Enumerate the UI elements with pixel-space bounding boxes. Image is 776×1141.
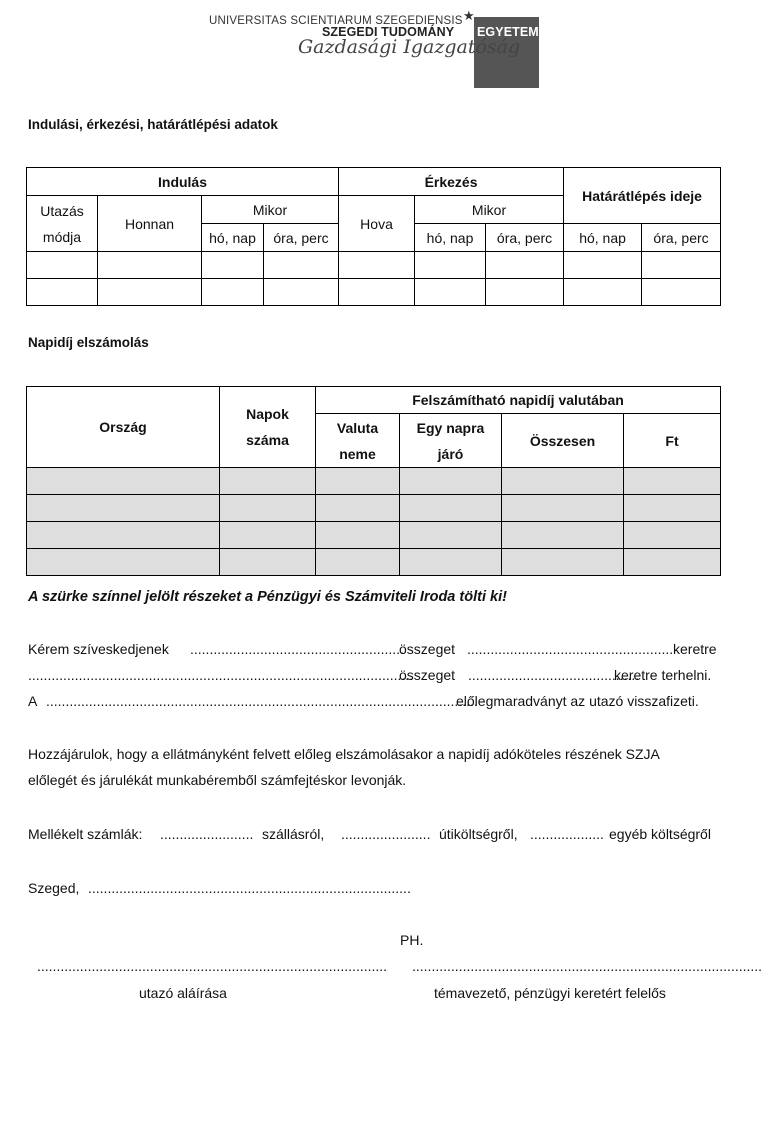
border-hour-min: óra, perc bbox=[642, 224, 721, 252]
consent-line-1: Hozzájárulok, hogy a ellátmányként felvett előleg elszámolásakor a napidíj adóköteles részének SZJA bbox=[28, 746, 660, 762]
currency-header bbox=[316, 414, 400, 468]
total-header: Összesen bbox=[502, 414, 624, 468]
section-title-travel: Indulási, érkezési, határátlépési adatok bbox=[28, 117, 278, 132]
responsible-signature-line[interactable]: .......................................................................................... bbox=[412, 958, 763, 974]
to-header: Hova bbox=[339, 196, 415, 252]
country-header: Ország bbox=[27, 387, 220, 468]
arr-hour-min: óra, perc bbox=[486, 224, 564, 252]
request-label: Kérem szíveskedjenek bbox=[28, 641, 169, 657]
accommodation-label: szállásról, bbox=[262, 826, 325, 842]
border-crossing-header: Határátlépés ideje bbox=[564, 168, 721, 224]
currency-line1: Valuta bbox=[336, 419, 379, 436]
university-latin-name: UNIVERSITAS SCIENTIARUM SZEGEDIENSIS bbox=[209, 15, 463, 27]
frame-field-2[interactable]: ............................................ bbox=[468, 667, 640, 683]
section-title-per-diem: Napidíj elszámolás bbox=[28, 335, 149, 350]
arrival-header: Érkezés bbox=[339, 168, 564, 196]
other-cost-label: egyéb költségről bbox=[609, 826, 711, 842]
days-line2: száma bbox=[246, 432, 289, 448]
huf-header: Ft bbox=[624, 414, 721, 468]
chargeable-header: Felszámítható napidíj valutában bbox=[316, 387, 721, 414]
frame-label-1: keretre bbox=[673, 641, 717, 657]
dep-month-day: hó, nap bbox=[202, 224, 264, 252]
departure-header: Indulás bbox=[27, 168, 339, 196]
stamp-label: PH. bbox=[400, 932, 424, 948]
amount-label-2: összeget bbox=[399, 667, 456, 683]
per-day-line2: járó bbox=[437, 445, 464, 462]
amount-field-1[interactable]: ....................................................... bbox=[190, 641, 404, 657]
table-row bbox=[27, 495, 721, 522]
per-day-header bbox=[400, 414, 502, 468]
travel-mode-line1: Utazás bbox=[40, 202, 84, 219]
travel-cost-label: útiköltségről, bbox=[439, 826, 518, 842]
table-row bbox=[27, 549, 721, 576]
advance-field[interactable]: ............................................................................................................... bbox=[46, 693, 478, 709]
days-line1: Napok bbox=[246, 406, 289, 422]
dep-hour-min: óra, perc bbox=[264, 224, 339, 252]
gray-note: A szürke színnel jelölt részeket a Pénzügyi és Számviteli Iroda tölti ki! bbox=[28, 589, 507, 605]
arr-month-day: hó, nap bbox=[415, 224, 486, 252]
attached-label: Mellékelt számlák: bbox=[28, 826, 143, 842]
per-day-line1: Egy napra bbox=[416, 419, 485, 436]
table-row bbox=[27, 522, 721, 549]
accommodation-count-field[interactable]: ........................ bbox=[160, 826, 254, 842]
traveler-signature-label: utazó aláírása bbox=[139, 985, 227, 1001]
directorate-name: Gazdasági Igazgatóság bbox=[298, 36, 521, 58]
table-row bbox=[27, 279, 721, 306]
arrival-when-header: Mikor bbox=[415, 196, 564, 224]
advance-repay-label: előlegmaradványt az utazó visszafizeti. bbox=[456, 693, 699, 709]
frame-charge-label: keretre terhelni. bbox=[614, 667, 712, 683]
responsible-signature-label: témavezető, pénzügyi keretért felelős bbox=[434, 985, 666, 1001]
a-prefix: A bbox=[28, 693, 38, 709]
request-line-1 bbox=[28, 641, 169, 657]
from-header: Honnan bbox=[98, 196, 202, 252]
place-label: Szeged, bbox=[28, 880, 80, 896]
star-icon: ★ bbox=[463, 8, 475, 23]
travel-mode-header bbox=[27, 196, 98, 252]
amount-label-1: összeget bbox=[399, 641, 456, 657]
currency-line2: neme bbox=[339, 445, 376, 462]
travel-data-table bbox=[26, 167, 721, 306]
traveler-signature-line[interactable]: .......................................................................................... bbox=[37, 958, 388, 974]
border-month-day: hó, nap bbox=[564, 224, 642, 252]
travel-mode-line2: módja bbox=[42, 228, 82, 245]
logo-egyetem: EGYETEM bbox=[477, 25, 539, 39]
table-row bbox=[27, 252, 721, 279]
date-field[interactable]: ................................................................................... bbox=[88, 880, 411, 896]
days-header bbox=[220, 387, 316, 468]
frame-field-1[interactable]: ..................................................... bbox=[467, 641, 674, 657]
per-diem-table bbox=[26, 386, 721, 576]
other-cost-count-field[interactable]: ................... bbox=[530, 826, 604, 842]
consent-line-2: előlegét és járulékát munkabéremből számfejtéskor levonják. bbox=[28, 772, 407, 788]
table-row bbox=[27, 468, 721, 495]
amount-field-2[interactable]: ................................................................................................... bbox=[28, 667, 414, 683]
departure-when-header: Mikor bbox=[202, 196, 339, 224]
university-name: SZEGEDI TUDOMÁNY bbox=[322, 25, 455, 39]
travel-cost-count-field[interactable]: ....................... bbox=[341, 826, 431, 842]
